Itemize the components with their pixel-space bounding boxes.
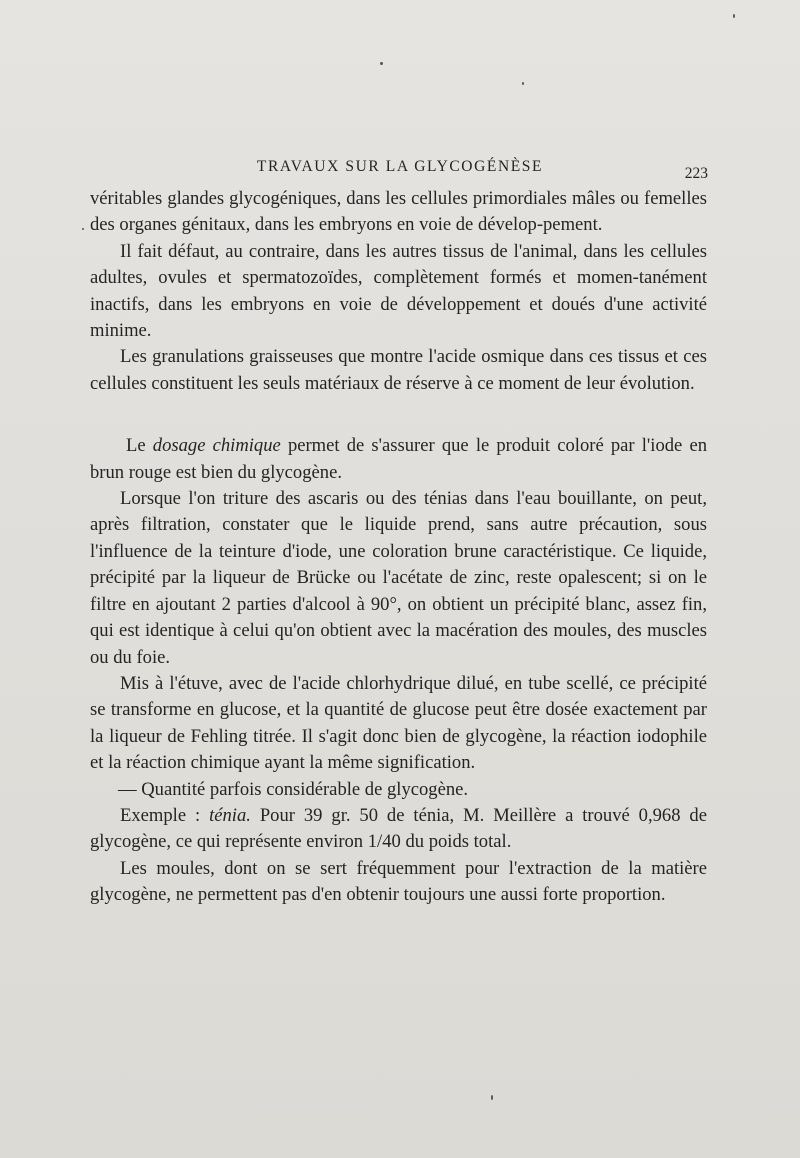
paragraph-4 (90, 433, 707, 486)
paragraph-4-lead: Le (126, 435, 146, 457)
paragraph-7: — Quantité parfois considérable de glycogène. (118, 778, 469, 800)
paragraph-1: véritables glandes glycogéniques, dans les cellules primordiales mâles ou femelles des organes génitaux, dans les embryons en voie de dévelop-pement. (90, 188, 707, 236)
scan-speck (491, 1095, 493, 1100)
paragraph-5: Lorsque l'on triture des ascaris ou des ténias dans l'eau bouillante, on peut, après filtration, constater que le liquide prend, sans autre précaution, sous l'influence de la teinture d'iode, une coloration brune caractéristique. Ce liquide, précipité par la liqueur de Brücke ou l'acétate de zinc, reste opalescent; si on le filtre en ajoutant 2 parties d'alcool à 90°, on obtient un précipité blanc, assez fin, qui est identique à celui qu'on obtient avec la macération des moules, des muscles ou du foie. (90, 488, 707, 668)
scan-speck (380, 62, 383, 65)
body-text (90, 186, 707, 909)
paragraph-2: Il fait défaut, au contraire, dans les autres tissus de l'animal, dans les cellules adultes, ovules et spermatozoïdes, complètement formés et momen-tanément inactifs, dans les embryons en voie de développement et doués d'une activité minime. (90, 240, 707, 342)
paragraph-3: Les granulations graisseuses que montre l'acide osmique dans ces tissus et ces cellules constituent les seuls matériaux de réserve à ce moment de leur évolution. (90, 346, 707, 394)
paragraph-8 (90, 803, 707, 856)
running-title: TRAVAUX SUR LA GLYCOGÉNÈSE (256, 158, 544, 175)
paragraph-9: Les moules, dont on se sert fréquemment pour l'extraction de la matière glycogène, ne permettent pas d'en obtenir toujours une aussi forte proportion. (90, 857, 707, 906)
paragraph-6: Mis à l'étuve, avec de l'acide chlorhydrique dilué, en tube scellé, ce précipité se transforme en glucose, et la quantité de glucose peut être dosée exactement par la liqueur de Fehling titrée. Il s'agit donc bien de glycogène, la réaction iodophile et la réaction chimique ayant la même signification. (90, 672, 707, 774)
running-head (90, 158, 710, 184)
scan-speck (522, 82, 524, 85)
emphasis-tenia: ténia. (209, 804, 251, 826)
emphasis-dosage-chimique: dosage chimique (152, 435, 281, 457)
page-number: 223 (684, 165, 708, 182)
paragraph-8-rest: Pour 39 gr. 50 de ténia, M. Meillère a trouvé 0,968 de glycogène, ce qui représente environ 1/40 du poids total. (90, 804, 707, 853)
scan-speck (733, 14, 735, 18)
paragraph-8-lead: Exemple : (120, 804, 201, 826)
scan-speck (82, 228, 84, 230)
paragraph-4-rest: permet de s'assurer que le produit coloré par l'iode en brun rouge est bien du glycogène. (90, 435, 707, 483)
